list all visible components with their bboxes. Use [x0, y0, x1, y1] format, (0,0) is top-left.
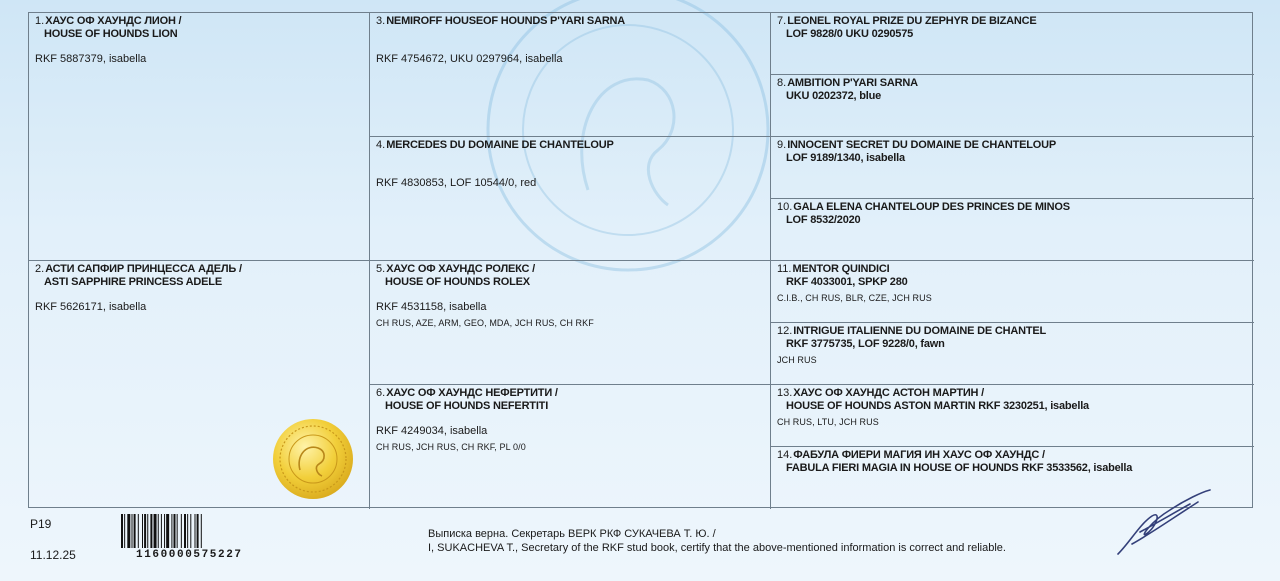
pedigree-cell-9	[771, 137, 1254, 199]
barcode-bar	[201, 514, 202, 548]
ancestor-titles: CH RUS, AZE, ARM, GEO, MDA, JCH RUS, CH RKF	[376, 318, 594, 328]
ancestor-name-ru: АСТИ САПФИР ПРИНЦЕССА АДЕЛЬ /	[45, 263, 242, 275]
barcode-bar	[195, 514, 196, 548]
ancestor-number: 5.	[376, 263, 386, 275]
ancestor-name-en: ASTI SAPPHIRE PRINCESS ADELE	[44, 276, 222, 288]
ancestor-registration: RKF 4754672, UKU 0297964, isabella	[376, 53, 563, 65]
ancestor-name-en: HOUSE OF HOUNDS NEFERTITI	[385, 400, 549, 412]
barcode-bar	[142, 514, 143, 548]
ancestor-name: LEONEL ROYAL PRIZE DU ZEPHYR DE BIZANCE	[787, 15, 1037, 27]
ancestor-registration: RKF 3775735, LOF 9228/0, fawn	[786, 338, 945, 350]
pedigree-cell-7	[771, 13, 1254, 75]
ancestor-titles: CH RUS, LTU, JCH RUS	[777, 417, 879, 427]
barcode-bar	[197, 514, 199, 548]
barcode-bar	[138, 514, 139, 548]
ancestor-number: 6.	[376, 387, 386, 399]
pedigree-cell-4	[370, 137, 771, 261]
barcode-bar	[166, 514, 169, 548]
pedigree-table	[28, 12, 1253, 508]
ancestor-number: 7.	[777, 15, 787, 27]
barcode-bar	[187, 514, 188, 548]
ancestor-name-ru: ХАУС ОФ ХАУНДС АСТОН МАРТИН /	[793, 387, 985, 399]
ancestor-registration: LOF 8532/2020	[786, 214, 861, 226]
ancestor-titles: CH RUS, JCH RUS, CH RKF, PL 0/0	[376, 442, 526, 452]
pedigree-cell-12	[771, 323, 1254, 385]
barcode-bar	[147, 514, 148, 548]
ancestor-number: 1.	[35, 15, 45, 27]
barcode-bar	[158, 514, 159, 548]
pedigree-cell-8	[771, 75, 1254, 137]
ancestor-number: 9.	[777, 139, 787, 151]
ancestor-name-ru: ХАУС ОФ ХАУНДС НЕФЕРТИТИ /	[386, 387, 558, 399]
ancestor-registration: RKF 4531158, isabella	[376, 301, 487, 313]
ancestor-name-ru: ХАУС ОФ ХАУНДС ЛИОН /	[45, 15, 182, 27]
barcode-bar	[150, 514, 152, 548]
gold-seal-icon	[272, 418, 354, 500]
ancestor-name: MENTOR QUINDICI	[792, 263, 890, 275]
ancestor-registration: RKF 4033001, SPKP 280	[786, 276, 908, 288]
ancestor-number: 4.	[376, 139, 386, 151]
ancestor-number: 13.	[777, 387, 793, 399]
barcode	[121, 514, 275, 548]
pedigree-cell-1	[29, 13, 370, 261]
barcode-bar	[181, 514, 182, 548]
ancestor-titles: JCH RUS	[777, 355, 817, 365]
barcode-bar	[124, 514, 125, 548]
ancestor-number: 14.	[777, 449, 793, 461]
barcode-bar	[184, 514, 186, 548]
barcode-bar	[132, 514, 133, 548]
pedigree-cell-10	[771, 199, 1254, 261]
ancestor-name-ru: ФАБУЛА ФИЕРИ МАГИЯ ИН ХАУС ОФ ХАУНДС /	[793, 449, 1045, 461]
ancestor-number: 3.	[376, 15, 386, 27]
barcode-bar	[134, 514, 136, 548]
barcode-number: 1160000575227	[136, 549, 243, 561]
ancestor-name-ru: ХАУС ОФ ХАУНДС РОЛЕКС /	[386, 263, 535, 275]
barcode-bar	[154, 514, 157, 548]
ancestor-name: INTRIGUE ITALIENNE DU DOMAINE DE CHANTEL	[793, 325, 1047, 337]
ancestor-name-en: FABULA FIERI MAGIA IN HOUSE OF HOUNDS RKF 3533562, isabella	[786, 462, 1133, 474]
ancestor-number: 10.	[777, 201, 793, 213]
ancestor-registration: RKF 5626171, isabella	[35, 301, 147, 313]
ancestor-registration: UKU 0202372, blue	[786, 90, 882, 102]
certification-ru: Выписка верна. Секретарь ВЕРК РКФ СУКАЧЕВА Т. Ю. /	[428, 528, 716, 540]
barcode-bar	[161, 514, 162, 548]
ancestor-registration: LOF 9828/0 UKU 0290575	[786, 28, 914, 40]
ancestor-number: 2.	[35, 263, 45, 275]
ancestor-name: MERCEDES DU DOMAINE DE CHANTELOUP	[386, 139, 614, 151]
certification-en: I, SUKACHEVA T., Secretary of the RKF stud book, certify that the above-mentioned information is correct and reliable.	[428, 542, 1006, 554]
barcode-bar	[174, 514, 176, 548]
form-code: P19	[30, 517, 52, 531]
pedigree-cell-13	[771, 385, 1254, 447]
ancestor-registration: RKF 4249034, isabella	[376, 425, 488, 437]
barcode-bar	[127, 514, 130, 548]
ancestor-name-en: HOUSE OF HOUNDS ASTON MARTIN RKF 3230251, isabella	[786, 400, 1089, 412]
ancestor-number: 12.	[777, 325, 793, 337]
ancestor-registration: LOF 9189/1340, isabella	[786, 152, 905, 164]
pedigree-cell-11	[771, 261, 1254, 323]
ancestor-registration: RKF 5887379, isabella	[35, 53, 147, 65]
pedigree-cell-6	[370, 385, 771, 509]
certification-text	[428, 527, 1006, 555]
issue-date: 11.12.25	[30, 548, 76, 562]
signature-icon	[1110, 484, 1220, 559]
ancestor-number: 11.	[777, 263, 792, 275]
ancestor-name-en: HOUSE OF HOUNDS ROLEX	[385, 276, 530, 288]
barcode-bar	[171, 514, 172, 548]
ancestor-number: 8.	[777, 77, 787, 89]
barcode-bar	[121, 514, 123, 548]
ancestor-name: GALA ELENA CHANTELOUP DES PRINCES DE MINOS	[793, 201, 1070, 213]
barcode-bar	[177, 514, 178, 548]
ancestor-name-en: HOUSE OF HOUNDS LION	[44, 28, 178, 40]
barcode-bar	[190, 514, 191, 548]
barcode-bar	[144, 514, 146, 548]
ancestor-name: AMBITION P'YARI SARNA	[787, 77, 918, 89]
ancestor-registration: RKF 4830853, LOF 10544/0, red	[376, 177, 537, 189]
pedigree-cell-5	[370, 261, 771, 385]
barcode-bar	[164, 514, 165, 548]
ancestor-titles: C.I.B., CH RUS, BLR, CZE, JCH RUS	[777, 293, 932, 303]
pedigree-cell-3	[370, 13, 771, 137]
ancestor-name: INNOCENT SECRET DU DOMAINE DE CHANTELOUP	[787, 139, 1057, 151]
ancestor-name: NEMIROFF HOUSEOF HOUNDS P'YARI SARNA	[386, 15, 626, 27]
